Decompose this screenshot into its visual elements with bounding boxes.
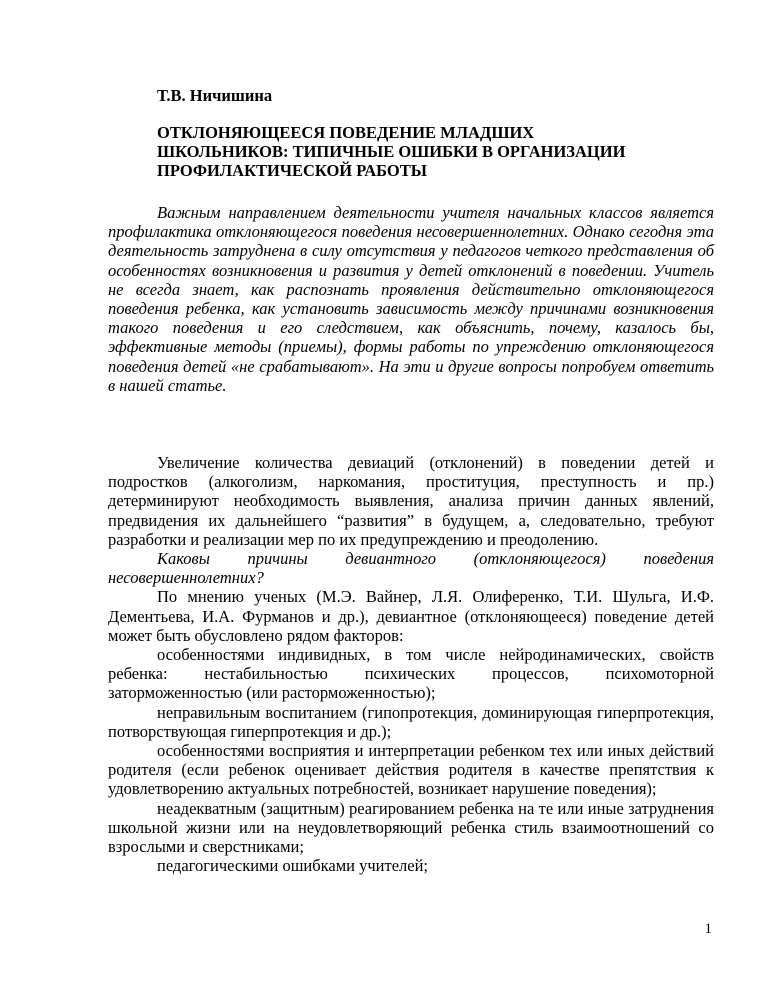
body-paragraph: По мнению ученых (М.Э. Вайнер, Л.Я. Олиференко, Т.И. Шульга, И.Ф. Дементьева, И.А. Фурманов и др.), девиантное (отклоняющееся) поведение детей может быть обусловлено рядом факторов:: [108, 587, 714, 645]
main-text: [108, 453, 714, 875]
factor-item: неправильным воспитанием (гипопротекция, доминирующая гиперпротекция, потворствующая гиперпротекция и др.);: [108, 702, 714, 741]
page-number: 1: [704, 921, 712, 937]
factor-item: особенностями индивидных, в том числе нейродинамических, свойств ребенка: нестабильностью психических процессов, психомоторной заторможенностью (или расторможенностью);: [108, 645, 714, 703]
title-line: ОТКЛОНЯЮЩЕЕСЯ ПОВЕДЕНИЕ МЛАДШИХ: [157, 123, 535, 142]
title-line: ПРОФИЛАКТИЧЕСКОЙ РАБОТЫ: [157, 161, 427, 180]
factor-item: педагогическими ошибками учителей;: [157, 856, 429, 876]
abstract: [108, 203, 714, 395]
question-paragraph: Каковы причины девиантного (отклоняющегося) поведения несовершеннолетних?: [108, 549, 714, 588]
factor-item: особенностями восприятия и интерпретации ребенком тех или иных действий родителя (если ребенок оценивает действия родителя в качестве препятствия к удовлетворению актуальных потребностей, возникает нарушение поведения);: [108, 741, 714, 799]
factor-item: неадекватным (защитным) реагированием ребенка на те или иные затруднения школьной жизни или на неудовлетворяющий ребенка стиль взаимоотношений со взрослыми и сверстниками;: [108, 798, 714, 857]
body-paragraph: Увеличение количества девиаций (отклонений) в поведении детей и подростков (алкоголизм, наркомания, проституция, преступность и пр.) детерминируют необходимость выявления, анализа причин данных явлений, предвидения их дальнейшего “развития” в будущем, а, следовательно, требуют разработки и реализации мер по их предупреждению и преодолению.: [108, 453, 714, 549]
title-line: ШКОЛЬНИКОВ: ТИПИЧНЫЕ ОШИБКИ В ОРГАНИЗАЦИИ: [157, 142, 626, 161]
abstract-paragraph: Важным направлением деятельности учителя начальных классов является профилактика отклоняющегося поведения несовершеннолетних. Однако сегодня эта деятельность затруднена в силу отсутствия у педагогов четкого представления об особенностях возникновения и развития у детей отклонений в поведении. Учитель не всегда знает, как распознать проявления действительно отклоняющегося поведения ребенка, как установить зависимость между причинами возникновения такого поведения и его следствием, как объяснить, почему, казалось бы, эффективные методы (приемы), формы работы по упреждению отклоняющегося поведения детей «не срабатывают». На эти и другие вопросы попробуем ответить в нашей статье.: [108, 203, 714, 395]
author-name: Т.В. Ничишина: [157, 86, 273, 105]
article-title: [157, 123, 717, 180]
